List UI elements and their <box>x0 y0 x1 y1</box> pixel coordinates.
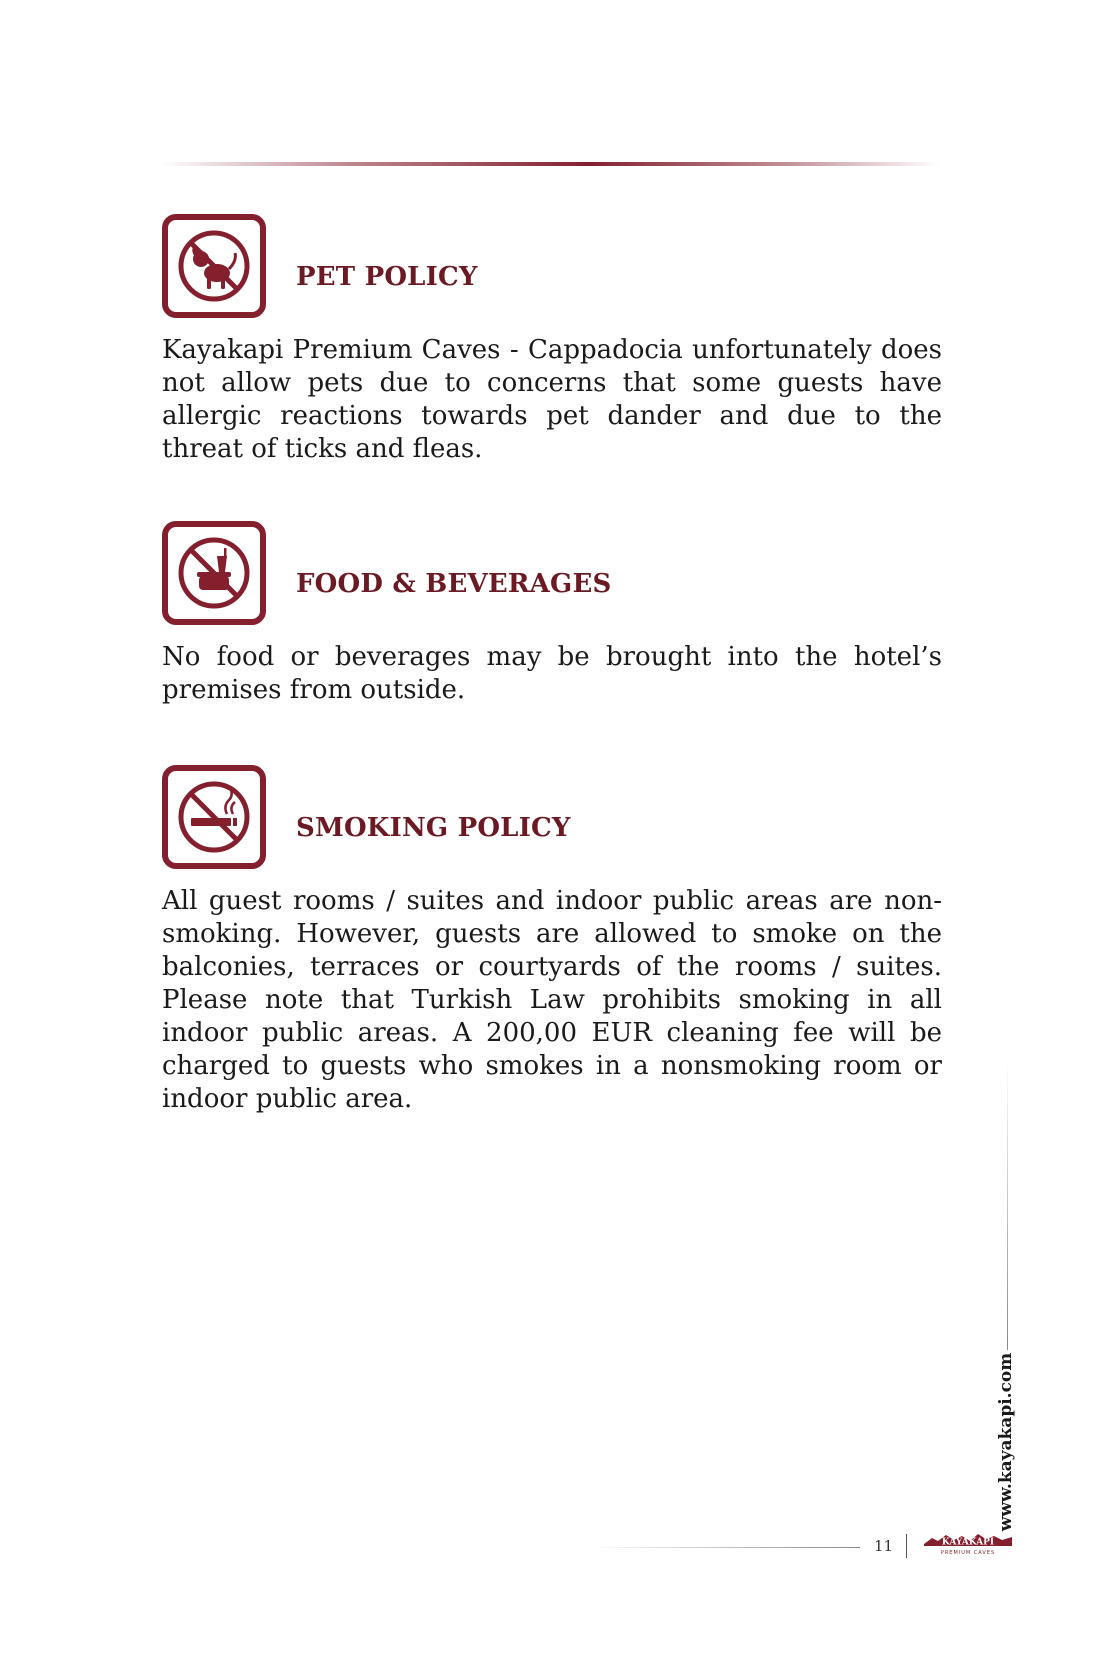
section-body: No food or beverages may be brought into the hotel’s premises from outside. <box>162 642 942 705</box>
section-food-beverages <box>162 521 942 721</box>
footer-divider <box>590 1547 860 1548</box>
logo-text: KAYAKAPI <box>941 1537 995 1548</box>
logo-subtext: PREMIUM CAVES <box>940 1550 996 1556</box>
section-title: PET POLICY <box>296 262 478 292</box>
section-title: SMOKING POLICY <box>296 813 571 843</box>
side-divider <box>1007 1060 1008 1350</box>
section-pet-policy <box>162 214 942 474</box>
top-divider <box>160 162 940 166</box>
footer-separator <box>906 1534 907 1558</box>
page-number: 11 <box>874 1537 894 1555</box>
no-smoking-icon <box>162 765 266 869</box>
section-body: All guest rooms / suites and indoor public areas are non-smoking. However, guests are allowed to smoke on the balconies, terraces or courtyards of the rooms / suites. Please note that Turkish Law prohibits smoking in all indoor public areas. A 200,00 EUR cleaning fee will be charged to guests who smokes in a nonsmoking room or indoor public area. <box>162 886 942 1114</box>
section-smoking-policy <box>162 765 942 1114</box>
section-body: Kayakapi Premium Caves - Cappadocia unfortunately does not allow pets due to concerns that some guests have allergic reactions towards pet dander and due to the threat of ticks and fleas. <box>162 335 942 464</box>
section-title: FOOD & BEVERAGES <box>296 569 612 599</box>
kayakapi-logo <box>922 1530 1014 1556</box>
no-pets-icon <box>162 214 266 318</box>
website-url[interactable]: www.kayakapi.com <box>996 1352 1016 1532</box>
no-food-icon <box>162 521 266 625</box>
